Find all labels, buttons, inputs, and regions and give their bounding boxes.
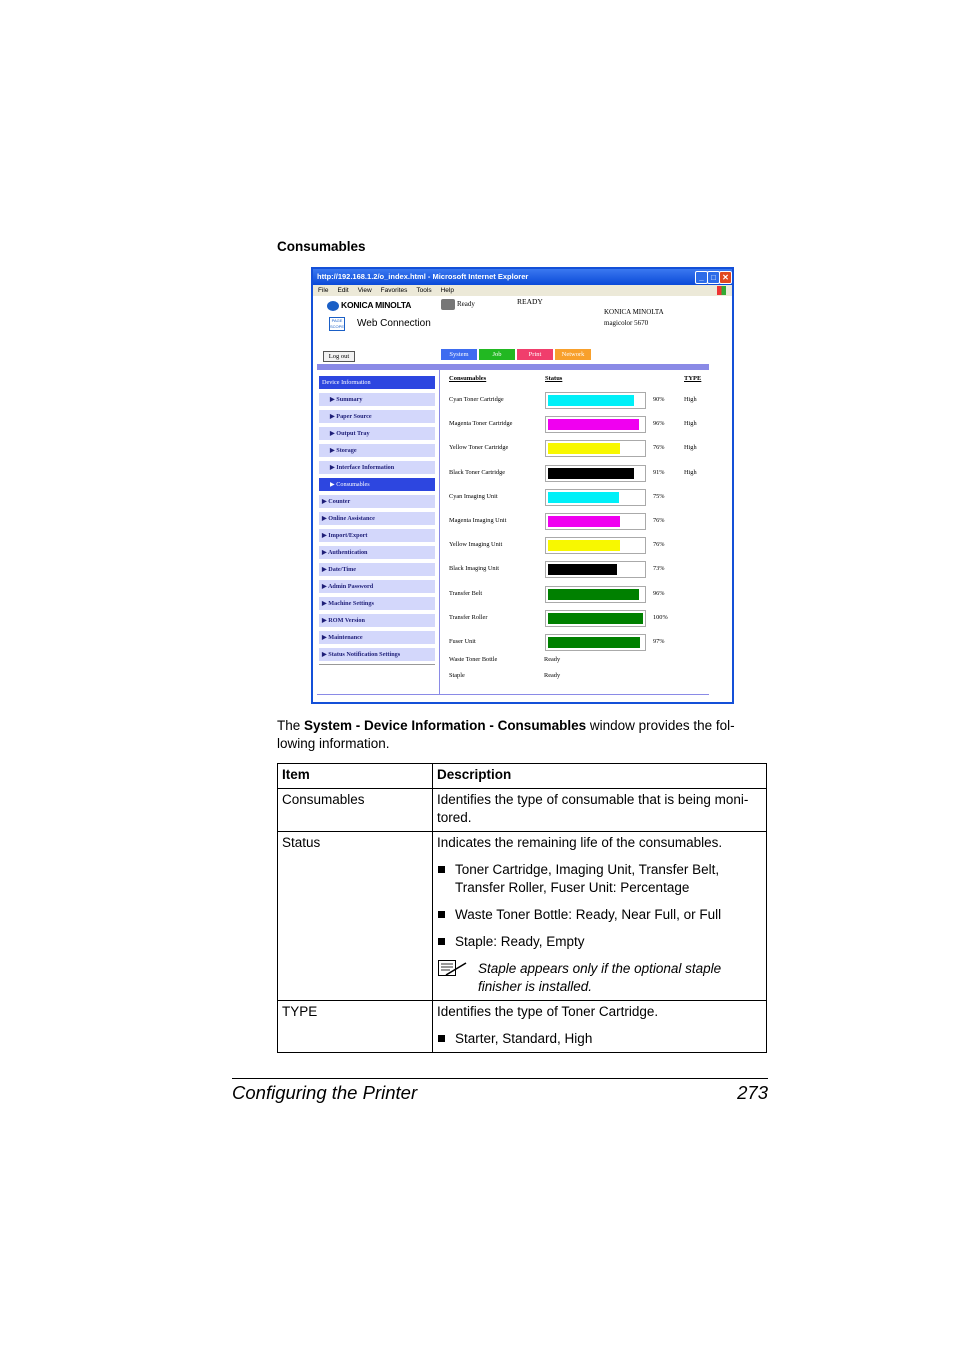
row-item-status: Status <box>278 832 433 1001</box>
status-bar-fill <box>548 492 619 503</box>
row-desc-consumables <box>433 789 767 832</box>
printer-icon <box>441 299 455 310</box>
status-bar-fill <box>548 468 634 479</box>
status-percent: 76% <box>653 541 665 549</box>
close-icon[interactable]: ✕ <box>719 271 732 284</box>
consumable-name: Black Toner Cartridge <box>449 468 506 476</box>
consumable-name: Black Imaging Unit <box>449 565 500 573</box>
intro-text-start: The <box>277 718 305 733</box>
consumable-name: Yellow Toner Cartridge <box>449 444 509 452</box>
menu-edit[interactable]: Edit <box>337 287 349 294</box>
web-connection-label: Web Connection <box>357 318 431 329</box>
header-item: Item <box>278 764 433 789</box>
intro-text-end: window provides the fol- <box>586 718 735 733</box>
consumable-name: Transfer Belt <box>449 589 483 597</box>
status-bar-fill <box>548 637 640 648</box>
consumable-type: High <box>684 420 697 428</box>
consumable-type: High <box>684 396 697 403</box>
table-row <box>278 1001 767 1053</box>
browser-menubar <box>313 285 732 296</box>
sidebar-item[interactable]: ▶ Storage <box>319 444 435 457</box>
tab-print[interactable]: Print <box>517 349 553 360</box>
sidebar-item[interactable]: ▶ Interface Information <box>319 461 435 474</box>
status-bar-fill <box>548 589 639 600</box>
status-bar-fill <box>548 516 620 527</box>
desc-consumables-line1: Identifies the type of consumable that is being moni- <box>437 792 749 807</box>
sidebar-item[interactable]: ▶ Admin Password <box>319 580 435 593</box>
logout-button[interactable]: Log out <box>323 351 355 362</box>
browser-title: http://192.168.1.2/o_index.html - Microsoft Internet Explorer <box>317 272 529 281</box>
tab-network[interactable]: Network <box>555 349 591 360</box>
consumable-type: High <box>684 444 697 452</box>
sidebar-nav <box>319 376 435 665</box>
consumable-name: Magenta Imaging Unit <box>449 517 507 524</box>
status-bullet-staple: Staple: Ready, Empty <box>437 933 762 951</box>
menu-view[interactable]: View <box>357 287 372 294</box>
status-bar <box>545 513 646 530</box>
menu-favorites[interactable]: Favorites <box>380 287 408 294</box>
menu-help[interactable]: Help <box>440 287 454 294</box>
status-percent: 96% <box>653 420 665 428</box>
status-percent: 91% <box>653 468 665 476</box>
consumable-name: Transfer Roller <box>449 613 488 621</box>
status-percent: 75% <box>653 492 665 500</box>
status-bar <box>545 610 646 627</box>
device-model: magicolor 5670 <box>604 319 649 327</box>
consumable-name: Yellow Imaging Unit <box>449 541 503 549</box>
sidebar-item[interactable]: ▶ Machine Settings <box>319 597 435 610</box>
maximize-icon[interactable]: □ <box>707 271 720 284</box>
intro-text-line2: lowing information. <box>277 736 390 751</box>
brand-logo-text: KONICA MINOLTA <box>341 300 412 310</box>
status-percent: 73% <box>653 565 665 573</box>
sidebar-item[interactable]: ▶ Counter <box>319 495 435 508</box>
table-row <box>278 789 767 832</box>
description-table <box>277 763 767 1053</box>
column-header-type: TYPE <box>684 375 702 382</box>
section-heading: Consumables <box>277 239 366 254</box>
note-text: Staple appears only if the optional staple <box>478 961 722 976</box>
sidebar-item[interactable]: ▶ Status Notification Settings <box>319 648 435 661</box>
sidebar-item[interactable]: ▶ Paper Source <box>319 410 435 423</box>
consumable-name: Cyan Imaging Unit <box>449 492 498 500</box>
status-bar <box>545 416 646 433</box>
intro-paragraph <box>277 717 767 753</box>
desc-status-text: Indicates the remaining life of the consumables. <box>437 835 723 850</box>
sidebar-item[interactable]: ▶ Authentication <box>319 546 435 559</box>
browser-titlebar <box>313 269 732 285</box>
tab-system[interactable]: System <box>441 349 477 360</box>
windows-logo-icon <box>717 286 726 295</box>
status-bar-fill <box>548 419 639 430</box>
status-bar <box>545 561 646 578</box>
status-bar <box>545 465 646 482</box>
sidebar-item[interactable]: ▶ ROM Version <box>319 614 435 627</box>
minimize-icon[interactable]: _ <box>695 271 708 284</box>
sidebar-item[interactable]: ▶ Online Assistance <box>319 512 435 525</box>
row-item-consumables: Consumables <box>278 789 433 832</box>
bullet-text: Toner Cartridge, Imaging Unit, Transfer Belt, <box>455 862 720 877</box>
status-bar <box>545 392 646 409</box>
sidebar-item[interactable]: Device Information <box>319 376 435 389</box>
status-bar <box>545 489 646 506</box>
status-bar <box>545 634 646 651</box>
printer-status-large: READY <box>517 297 543 306</box>
consumable-status-text: Ready <box>544 672 561 679</box>
status-percent: 76% <box>653 517 665 524</box>
sidebar-item[interactable]: ▶ Output Tray <box>319 427 435 440</box>
sidebar-item[interactable]: ▶ Date/Time <box>319 563 435 576</box>
status-bar-fill <box>548 613 643 624</box>
status-bullet-waste: Waste Toner Bottle: Ready, Near Full, or Full <box>437 906 762 924</box>
status-bar <box>545 440 646 457</box>
menu-tools[interactable]: Tools <box>416 287 432 294</box>
consumable-name: Staple <box>449 672 465 679</box>
status-percent: 96% <box>653 589 665 597</box>
consumable-name: Magenta Toner Cartridge <box>449 420 513 428</box>
status-percent: 90% <box>653 396 665 403</box>
note <box>437 960 762 996</box>
tab-job[interactable]: Job <box>479 349 515 360</box>
row-item-type: TYPE <box>278 1001 433 1053</box>
table-header-row <box>278 764 767 789</box>
footer-divider <box>317 694 709 695</box>
status-bar <box>545 537 646 554</box>
konica-logo-icon <box>327 301 339 311</box>
consumable-name: Fuser Unit <box>449 638 476 645</box>
printer-status-small: Ready <box>457 300 475 308</box>
column-divider <box>439 370 440 694</box>
sidebar-item[interactable]: ▶ Import/Export <box>319 529 435 542</box>
status-percent: 97% <box>653 638 665 645</box>
consumable-name: Waste Toner Bottle <box>449 656 498 663</box>
page-number: 273 <box>737 1082 768 1103</box>
footer-rule <box>232 1078 768 1079</box>
device-brand: KONICA MINOLTA <box>604 308 664 316</box>
status-bar-fill <box>548 443 620 454</box>
column-header-status: Status <box>545 375 563 382</box>
status-bar <box>545 586 646 603</box>
table-row <box>278 832 767 1001</box>
menu-file[interactable]: File <box>318 287 329 294</box>
pagescope-icon: PAGE SCOPE <box>330 318 345 329</box>
desc-consumables-line2: tored. <box>437 810 472 825</box>
bullet-text: Transfer Roller, Fuser Unit: Percentage <box>455 880 690 895</box>
consumable-name: Cyan Toner Cartridge <box>449 396 504 403</box>
row-desc-status <box>433 832 767 1001</box>
note-pencil-icon <box>438 960 468 978</box>
browser-window-screenshot <box>311 267 734 704</box>
status-bullet-percentage <box>437 861 762 897</box>
header-description: Description <box>433 764 767 789</box>
status-bar-fill <box>548 540 620 551</box>
intro-bold-path: System - Device Information - Consumables <box>304 718 587 733</box>
column-header-consumables: Consumables <box>449 375 487 382</box>
status-percent: 100% <box>653 613 668 621</box>
sidebar-item[interactable]: ▶ Maintenance <box>319 631 435 644</box>
desc-type-text: Identifies the type of Toner Cartridge. <box>437 1004 659 1019</box>
consumable-status-text: Ready <box>544 656 561 663</box>
sidebar-item[interactable]: ▶ Consumables <box>319 478 435 491</box>
status-bar-fill <box>548 564 617 575</box>
footer-chapter-title: Configuring the Printer <box>232 1082 418 1103</box>
type-bullet: Starter, Standard, High <box>437 1030 762 1048</box>
row-desc-type <box>433 1001 767 1053</box>
sidebar-item[interactable]: ▶ Summary <box>319 393 435 406</box>
sidebar-divider <box>319 664 435 665</box>
consumable-type: High <box>684 468 697 476</box>
header-divider <box>317 364 709 370</box>
status-bar-fill <box>548 395 634 406</box>
status-percent: 76% <box>653 444 665 452</box>
note-text: finisher is installed. <box>478 979 593 994</box>
